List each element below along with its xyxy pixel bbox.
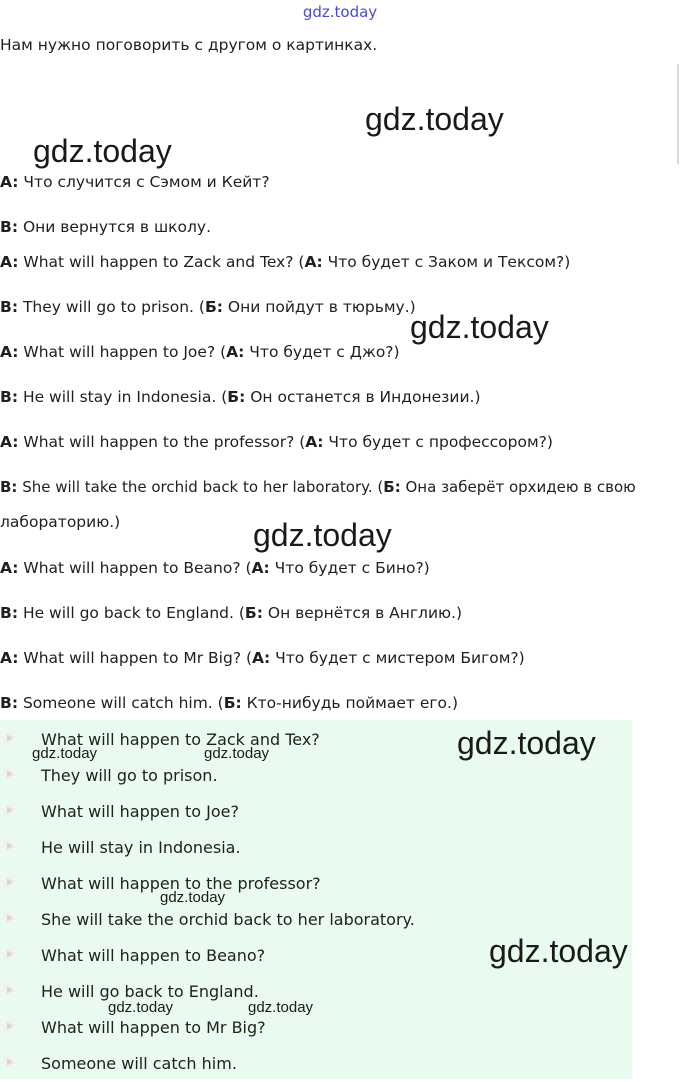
play-icon[interactable] [2, 983, 16, 997]
play-icon[interactable] [2, 803, 16, 817]
audio-row[interactable]: He will stay in Indonesia. [0, 830, 632, 866]
play-icon[interactable] [2, 1019, 16, 1033]
watermark-small: gdz.today [32, 745, 98, 762]
dialogue-line: A: What will happen to the professor? (А: Что будет с профессором?) [0, 433, 553, 451]
play-icon[interactable] [2, 875, 16, 889]
audio-row[interactable]: What will happen to Zack and Tex? [0, 722, 632, 758]
dialogue-line: A: What will happen to Joe? (А: Что будет с Джо?) [0, 343, 400, 361]
audio-row[interactable]: They will go to prison. [0, 758, 632, 794]
play-icon[interactable] [2, 911, 16, 925]
dialogue-line: B: He will go back to England. (Б: Он вернётся в Англию.) [0, 604, 463, 622]
play-icon[interactable] [2, 839, 16, 853]
intro-text: Нам нужно поговорить с другом о картинках. [0, 36, 378, 54]
watermark: gdz.today [489, 933, 628, 969]
play-icon[interactable] [2, 1055, 16, 1069]
watermark: gdz.today [410, 309, 549, 345]
watermark-small: gdz.today [160, 889, 226, 906]
audio-row[interactable]: He will go back to England. [0, 974, 632, 1010]
audio-row[interactable]: She will take the orchid back to her laboratory. [0, 902, 632, 938]
audio-panel [0, 720, 632, 1079]
watermark: gdz.today [457, 725, 596, 761]
dialogue-line: A: What will happen to Beano? (А: Что будет с Бино?) [0, 559, 430, 577]
audio-row[interactable]: What will happen to Mr Big? [0, 1010, 632, 1046]
dialogue-line: лабораторию.) [0, 513, 121, 531]
watermark-small: gdz.today [248, 999, 314, 1016]
watermark-top: gdz.today [302, 3, 378, 21]
scrollbar[interactable] [677, 64, 679, 164]
dialogue-line: A: Что случится с Сэмом и Кейт? [0, 173, 270, 191]
dialogue-line: A: What will happen to Mr Big? (А: Что будет с мистером Бигом?) [0, 649, 525, 667]
watermark: gdz.today [365, 101, 504, 137]
watermark: gdz.today [253, 517, 392, 553]
audio-row[interactable]: What will happen to Joe? [0, 794, 632, 830]
audio-row[interactable]: Someone will catch him. [0, 1046, 632, 1082]
dialogue-line: B: Someone will catch him. (Б: Кто-нибудь поймает его.) [0, 694, 458, 712]
dialogue-line: B: Они вернутся в школу. [0, 218, 211, 236]
watermark: gdz.today [33, 133, 172, 169]
dialogue-line: B: They will go to prison. (Б: Они пойдут в тюрьму.) [0, 298, 416, 316]
audio-row[interactable]: What will happen to Beano? [0, 938, 632, 974]
dialogue-line: B: He will stay in Indonesia. (Б: Он останется в Индонезии.) [0, 388, 481, 406]
watermark-small: gdz.today [108, 999, 174, 1016]
dialogue-line: A: What will happen to Zack and Tex? (А: Что будет с Заком и Тексом?) [0, 253, 571, 271]
play-icon[interactable] [2, 947, 16, 961]
audio-row[interactable]: What will happen to the professor? [0, 866, 632, 902]
watermark-small: gdz.today [204, 745, 270, 762]
play-icon[interactable] [2, 731, 16, 745]
play-icon[interactable] [2, 767, 16, 781]
dialogue-line: B: She will take the orchid back to her laboratory. (Б: Она заберёт орхидею в свою [0, 478, 636, 496]
